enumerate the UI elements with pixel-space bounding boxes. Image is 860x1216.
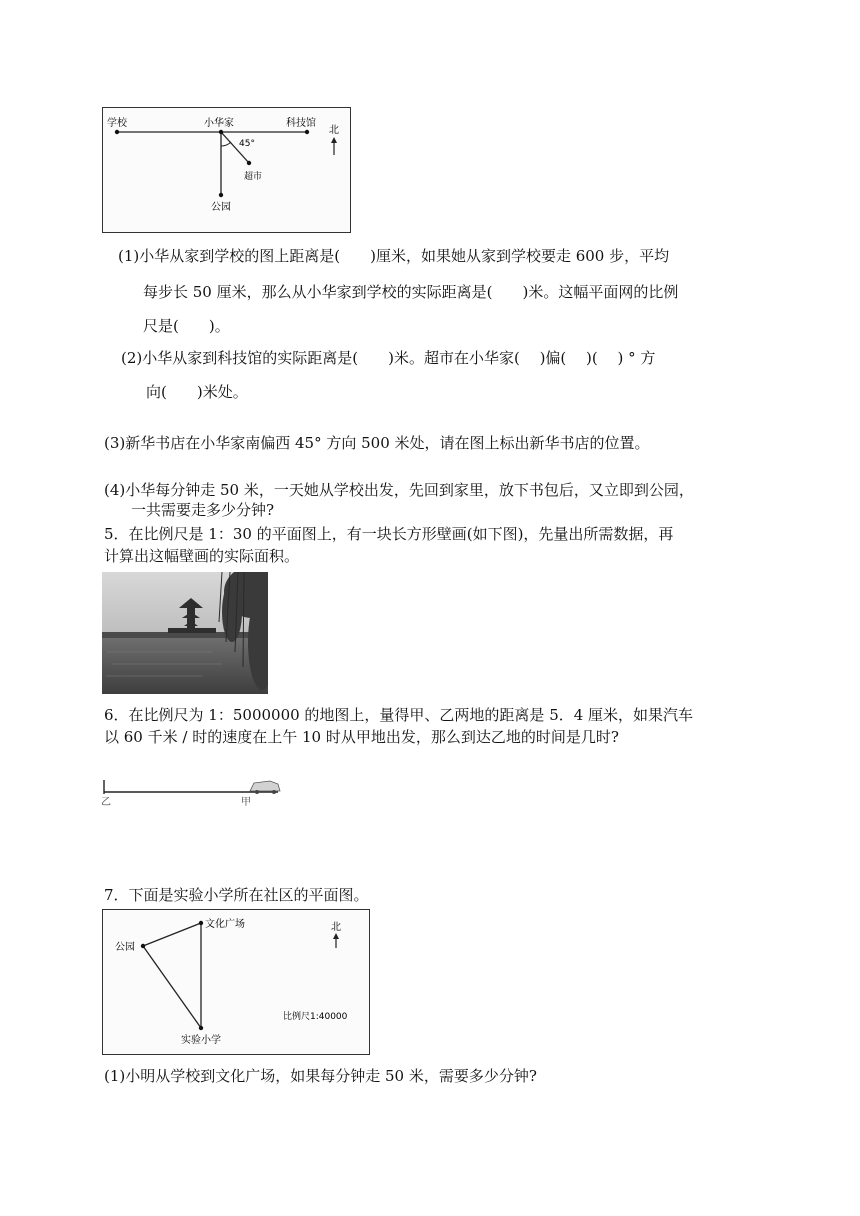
tech-label: 科技馆 bbox=[286, 118, 316, 129]
north-label: 北 bbox=[329, 125, 339, 136]
home-dot bbox=[219, 130, 223, 134]
q4-part2-line2: 向( )米处。 bbox=[146, 383, 248, 401]
map-figure-1 bbox=[102, 107, 351, 233]
school-dot bbox=[115, 130, 119, 134]
q7-line1: 7．下面是实验小学所在社区的平面图。 bbox=[104, 886, 369, 904]
park-dot bbox=[219, 193, 223, 197]
q4-part1-line1: (1)小华从家到学校的图上距离是( )厘米，如果她从家到学校要走 600 步，平均 bbox=[118, 247, 670, 265]
north-arrow-icon bbox=[331, 137, 337, 155]
q6-line1: 6．在比例尺为 1：5000000 的地图上，量得甲、乙两地的距离是 5．4 厘米，如果汽车 bbox=[104, 706, 694, 724]
plaza-label: 文化广场 bbox=[205, 919, 245, 930]
park-school-road bbox=[143, 946, 201, 1028]
angle-arc bbox=[221, 142, 231, 146]
q5-line1: 5．在比例尺是 1：30 的平面图上，有一块长方形壁画(如下图)，先量出所需数据，再 bbox=[104, 525, 674, 543]
route-figure bbox=[100, 772, 286, 806]
scale-label: 比例尺1:40000 bbox=[283, 1012, 348, 1022]
q4-part2-line1: (2)小华从家到科技馆的实际距离是( )米。超市在小华家( )偏( )( ) ° 方 bbox=[121, 349, 656, 367]
north-arrow-icon bbox=[333, 933, 339, 948]
q4-part3: (3)新华书店在小华家南偏西 45° 方向 500 米处，请在图上标出新华书店的位置。 bbox=[104, 434, 650, 452]
route-figure-svg bbox=[100, 772, 286, 806]
q4-part4-line2: 一共需要走多少分钟? bbox=[131, 501, 275, 519]
label-yi: 乙 bbox=[101, 797, 111, 806]
q5-line2: 计算出这幅壁画的实际面积。 bbox=[104, 547, 300, 565]
school-label: 学校 bbox=[107, 118, 127, 129]
north-label: 北 bbox=[331, 922, 341, 933]
mural-photo-svg bbox=[102, 572, 268, 694]
community-map bbox=[102, 909, 370, 1055]
home-label: 小华家 bbox=[204, 118, 234, 129]
school-label: 实验小学 bbox=[181, 1035, 221, 1046]
angle-label: 45° bbox=[239, 139, 255, 149]
q4-part1-line3: 尺是( )。 bbox=[143, 317, 230, 335]
school-dot bbox=[199, 1026, 203, 1030]
q7-sub1: (1)小明从学校到文化广场，如果每分钟走 50 米，需要多少分钟? bbox=[104, 1067, 537, 1085]
label-jia: 甲 bbox=[241, 797, 251, 806]
q6-line2: 以 60 千米 / 时的速度在上午 10 时从甲地出发，那么到达乙地的时间是几时? bbox=[104, 728, 619, 746]
community-map-svg bbox=[103, 910, 369, 1054]
park-label: 公园 bbox=[115, 942, 135, 953]
park-plaza-road bbox=[143, 923, 201, 946]
q4-part4-line1: (4)小华每分钟走 50 米，一天她从学校出发，先回到家里，放下书包后，又立即到公园， bbox=[104, 481, 694, 499]
park-dot bbox=[141, 944, 145, 948]
supermarket-dot bbox=[247, 161, 251, 165]
tech-dot bbox=[305, 130, 309, 134]
park-label: 公园 bbox=[211, 202, 231, 213]
map-1-svg bbox=[103, 108, 350, 232]
mural-photo bbox=[102, 572, 268, 694]
q4-part1-line2: 每步长 50 厘米，那么从小华家到学校的实际距离是( )米。这幅平面网的比例 bbox=[143, 283, 679, 301]
plaza-dot bbox=[199, 921, 203, 925]
supermarket-label: 超市 bbox=[244, 172, 263, 182]
